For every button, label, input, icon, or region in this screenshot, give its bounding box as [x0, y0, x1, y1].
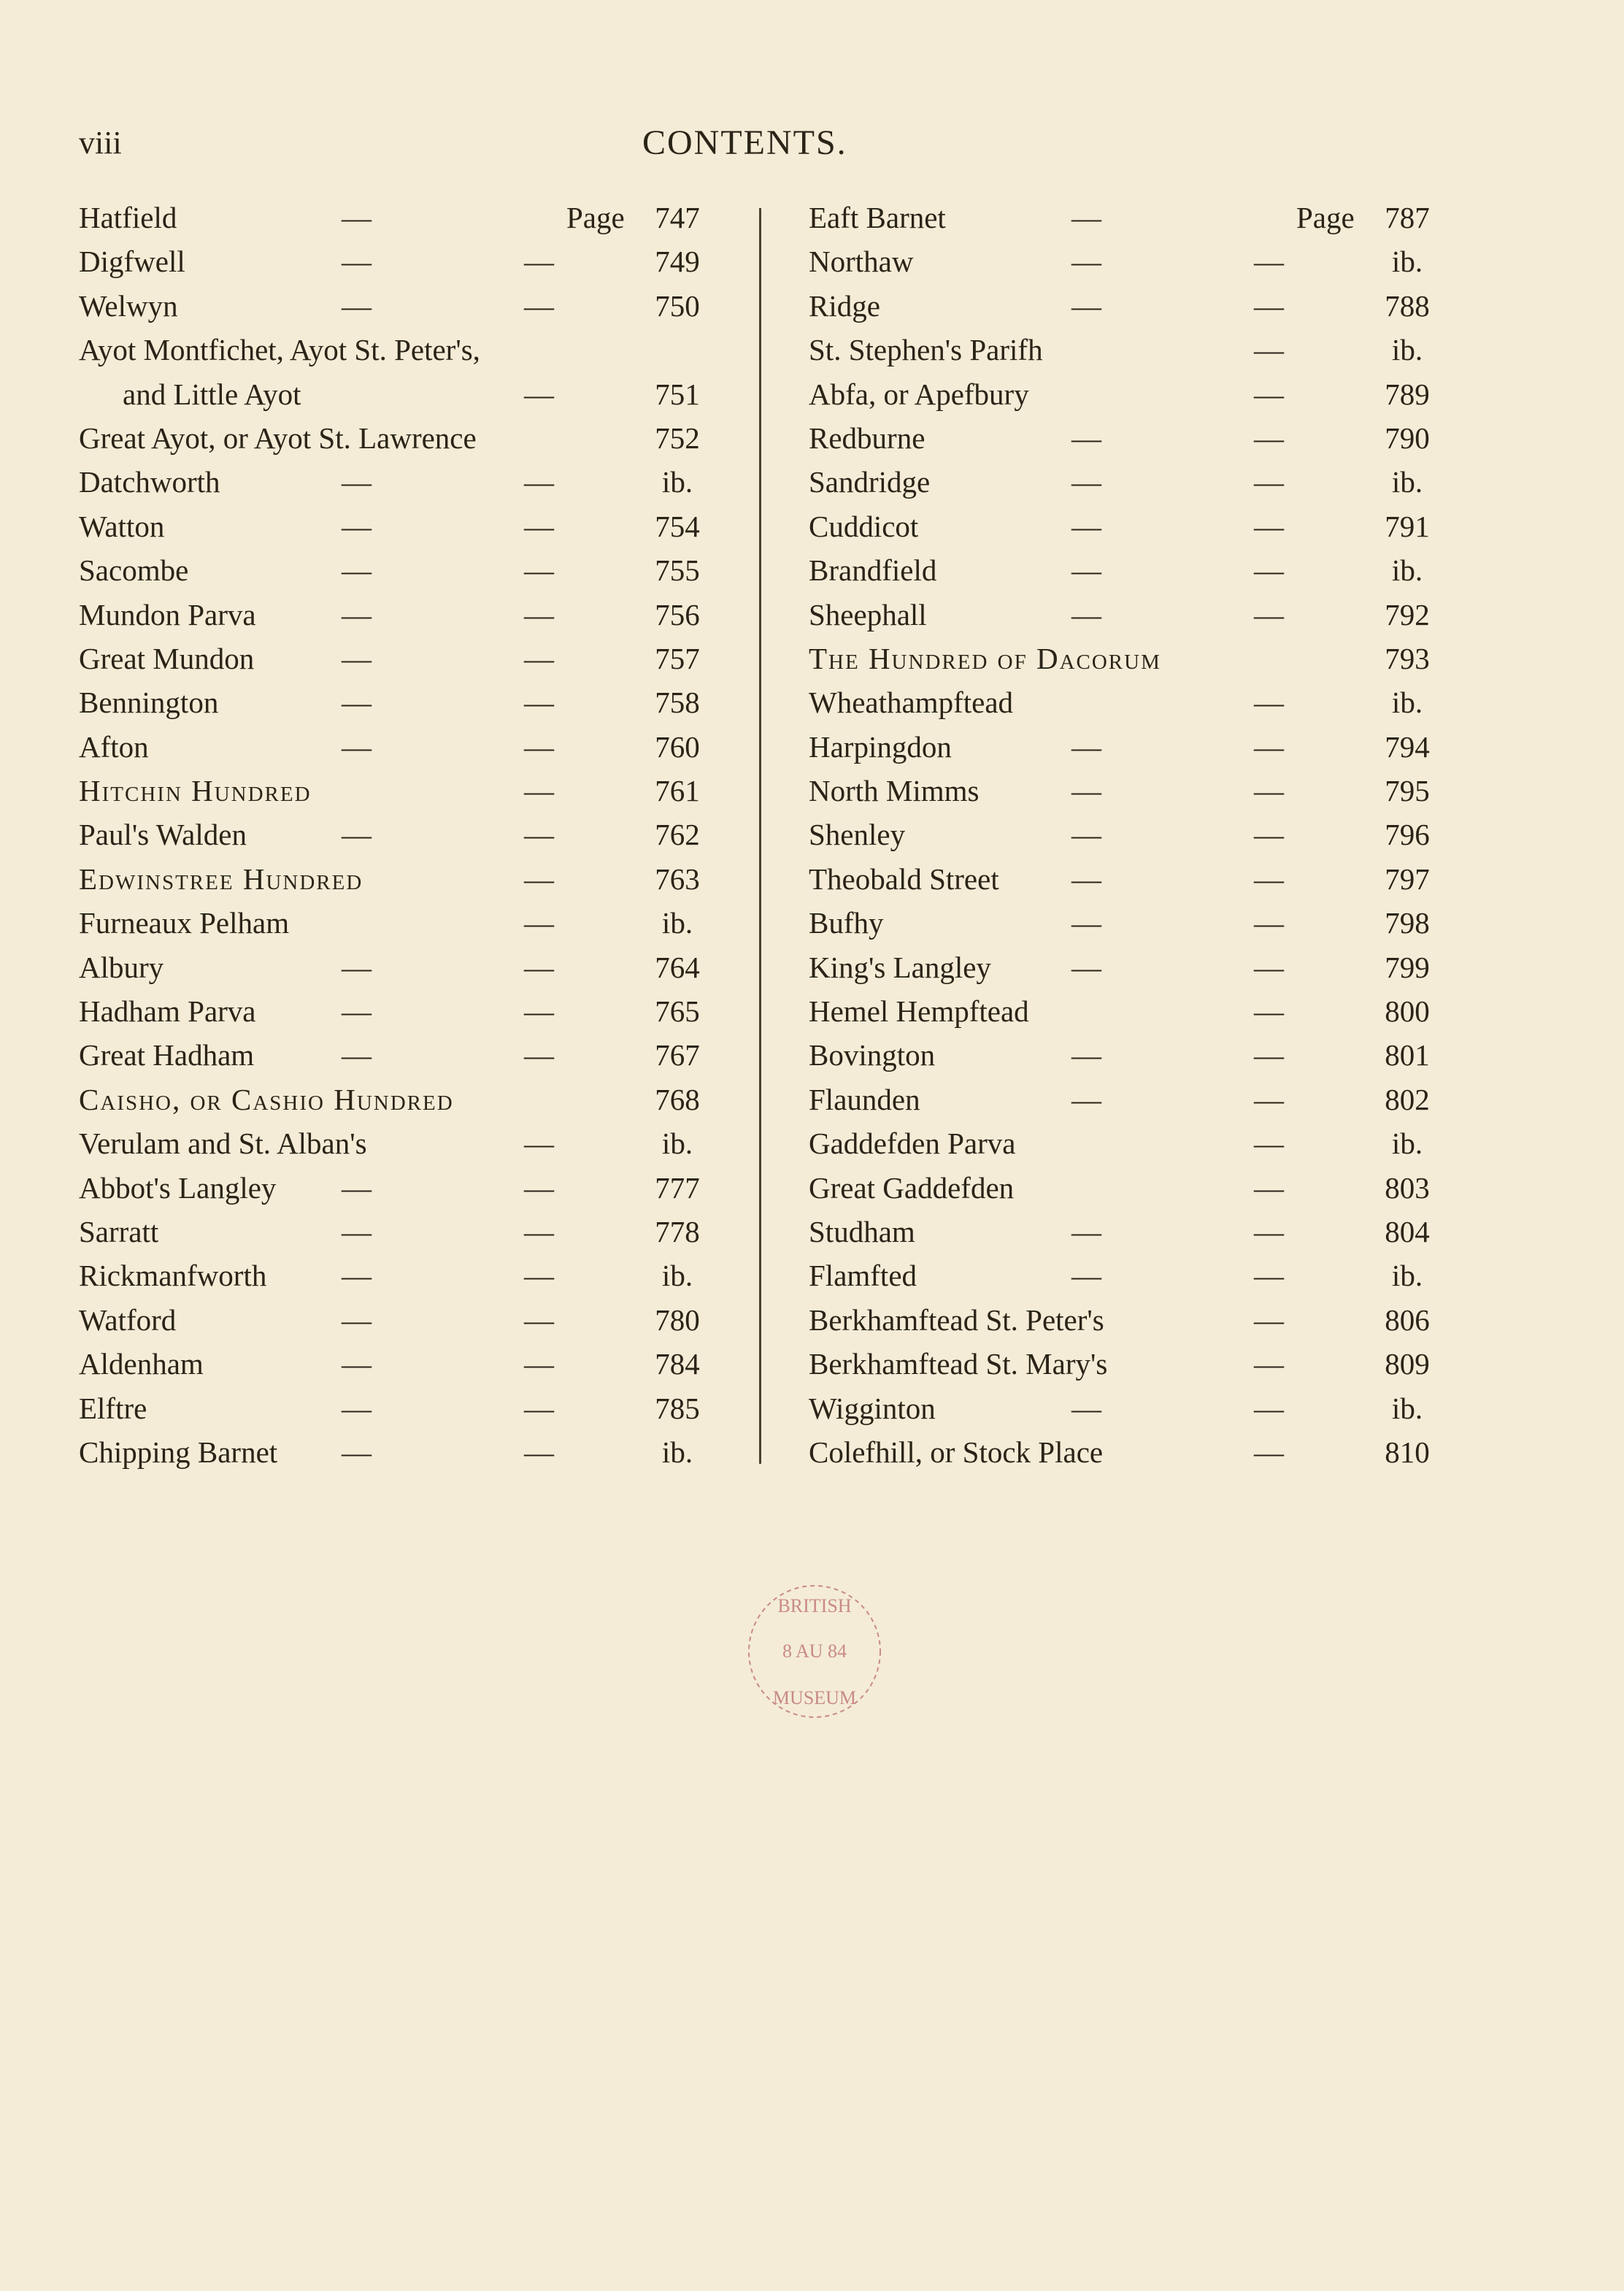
entry-name: The Hundred of Dacorum — [809, 641, 1161, 675]
leader-dash: — — [524, 1391, 554, 1425]
leader-dash: — — [1254, 994, 1284, 1029]
entry-name: Great Hadham — [79, 1038, 255, 1072]
leader-dash: — — [524, 729, 554, 764]
leader-dash: — — [1254, 1347, 1284, 1381]
leader-dash: — — [1071, 1391, 1101, 1425]
contents-entry — [809, 196, 1451, 239]
page-folio: viii — [79, 125, 122, 161]
leader-dash: — — [524, 245, 554, 279]
leader-dash: — — [1254, 1435, 1284, 1469]
leader-dash: — — [1254, 906, 1284, 940]
page-number: 764 — [655, 950, 700, 984]
leader-dash: — — [524, 994, 554, 1029]
contents-entry — [809, 1033, 1451, 1077]
page-label: Page — [566, 201, 625, 234]
entry-name: Ridge — [809, 288, 880, 323]
contents-entry — [79, 1386, 721, 1430]
leader-dash: — — [1071, 288, 1101, 323]
page-number: ib. — [1391, 1127, 1423, 1161]
entry-name: Aldenham — [79, 1347, 204, 1381]
page-number: 765 — [655, 994, 700, 1029]
contents-entry — [809, 769, 1451, 813]
page-number: 810 — [1385, 1435, 1430, 1469]
page-number: 788 — [1385, 288, 1430, 323]
entry-name: Afton — [79, 729, 149, 764]
contents-entry — [79, 1121, 721, 1165]
leader-dash: — — [1071, 729, 1101, 764]
page-number: 797 — [1385, 861, 1430, 896]
contents-entry — [809, 1298, 1451, 1342]
page-number: 798 — [1385, 906, 1430, 940]
leader-dash: — — [1254, 1302, 1284, 1337]
leader-dash: — — [1254, 686, 1284, 720]
page-number: 787 — [1385, 201, 1430, 234]
leader-dash: — — [524, 1127, 554, 1161]
leader-dash: — — [1071, 861, 1101, 896]
page-number: ib. — [661, 1259, 693, 1293]
entry-name: Wigginton — [809, 1391, 936, 1425]
contents-entry — [809, 416, 1451, 460]
entry-name: Great Ayot, or Ayot St. Lawrence — [79, 421, 477, 455]
entry-name: Flamfted — [809, 1259, 917, 1293]
entry-name: Sandridge — [809, 465, 931, 499]
contents-entry — [79, 593, 721, 637]
page-number: 795 — [1385, 774, 1430, 808]
contents-entry — [809, 284, 1451, 328]
page-number: 785 — [655, 1391, 700, 1425]
entry-name: Gaddefden Parva — [809, 1127, 1016, 1161]
page-number: 762 — [655, 818, 700, 852]
contents-entry — [79, 460, 721, 504]
leader-dash: — — [342, 1214, 372, 1248]
leader-dash: — — [1254, 1082, 1284, 1116]
entry-name: Bufhy — [809, 906, 884, 940]
page-number: 755 — [655, 553, 700, 588]
leader-dash: — — [1071, 774, 1101, 808]
page-number: ib. — [1391, 686, 1423, 720]
leader-dash: — — [524, 553, 554, 588]
entry-name: Abbot's Langley — [79, 1170, 277, 1205]
contents-entry — [809, 239, 1451, 283]
contents-entry — [809, 813, 1451, 856]
page-number: 778 — [655, 1214, 700, 1248]
entry-name: Abfa, or Apefbury — [809, 377, 1029, 411]
entry-name: Theobald Street — [809, 861, 999, 896]
leader-dash: — — [342, 1170, 372, 1205]
entry-name: Sheephall — [809, 597, 927, 632]
leader-dash: — — [342, 950, 372, 984]
leader-dash: — — [1071, 906, 1101, 940]
page-number: ib. — [1391, 1391, 1423, 1425]
entry-name: Great Mundon — [79, 641, 255, 675]
leader-dash: — — [1254, 377, 1284, 411]
stamp-text-date: 8 AU 84 — [782, 1640, 847, 1662]
page-number: 806 — [1385, 1302, 1430, 1337]
contents-entry — [809, 1430, 1451, 1474]
contents-entry — [809, 372, 1451, 416]
contents-entry — [809, 901, 1451, 945]
page-number: 754 — [655, 509, 700, 543]
leader-dash: — — [1071, 421, 1101, 455]
contents-entry — [809, 1166, 1451, 1210]
contents-entry — [809, 725, 1451, 769]
contents-entry — [79, 989, 721, 1033]
leader-dash: — — [342, 288, 372, 323]
leader-dash: — — [1254, 1038, 1284, 1072]
page-number: 752 — [655, 421, 700, 455]
page-number: 760 — [655, 729, 700, 764]
contents-entry — [79, 1078, 721, 1121]
leader-dash: — — [524, 1170, 554, 1205]
contents-entry — [79, 813, 721, 856]
contents-entry — [79, 857, 721, 901]
contents-entry — [809, 504, 1451, 548]
entry-name: Hadham Parva — [79, 994, 256, 1029]
entry-name: Northaw — [809, 245, 914, 279]
contents-entry — [809, 1254, 1451, 1297]
leader-dash: — — [342, 729, 372, 764]
contents-entry — [79, 328, 721, 372]
leader-dash: — — [1071, 818, 1101, 852]
leader-dash: — — [1254, 950, 1284, 984]
leader-dash: — — [1254, 729, 1284, 764]
leader-dash: — — [1071, 553, 1101, 588]
page-number: 803 — [1385, 1170, 1430, 1205]
leader-dash: — — [1254, 1127, 1284, 1161]
leader-dash: — — [524, 641, 554, 675]
contents-entry — [809, 989, 1451, 1033]
contents-entry — [79, 1210, 721, 1254]
page-number: 750 — [655, 288, 700, 323]
column-divider — [759, 208, 761, 1464]
entry-name: Hatfield — [79, 201, 177, 234]
leader-dash: — — [1254, 774, 1284, 808]
leader-dash: — — [524, 1214, 554, 1248]
leader-dash: — — [342, 1391, 372, 1425]
leader-dash: — — [524, 950, 554, 984]
leader-dash: — — [342, 465, 372, 499]
entry-name: Digfwell — [79, 245, 185, 279]
page-number: 791 — [1385, 509, 1430, 543]
page-number: ib. — [1391, 1259, 1423, 1293]
leader-dash: — — [1071, 201, 1101, 234]
leader-dash: — — [524, 1259, 554, 1293]
entry-name: Harpingdon — [809, 729, 952, 764]
contents-entry — [79, 239, 721, 283]
entry-name: Shenley — [809, 818, 906, 852]
contents-entry — [79, 372, 721, 416]
page-number: 751 — [655, 377, 700, 411]
page-number: 790 — [1385, 421, 1430, 455]
entry-name: Chipping Barnet — [79, 1435, 278, 1469]
contents-entry — [809, 1386, 1451, 1430]
contents-entry — [79, 945, 721, 989]
entry-name: North Mimms — [809, 774, 980, 808]
leader-dash: — — [524, 818, 554, 852]
entry-name: Furneaux Pelham — [79, 906, 290, 940]
entry-name: Colefhill, or Stock Place — [809, 1435, 1104, 1469]
stamp-text-top: BRITISH — [777, 1595, 852, 1616]
leader-dash: — — [342, 994, 372, 1029]
entry-name: Watton — [79, 509, 165, 543]
leader-dash: — — [524, 906, 554, 940]
page-number: 768 — [655, 1082, 700, 1116]
contents-entry — [79, 1298, 721, 1342]
entry-name: Elftre — [79, 1391, 147, 1425]
leader-dash: — — [342, 818, 372, 852]
entry-name: Eaft Barnet — [809, 201, 946, 234]
page-number: 756 — [655, 597, 700, 632]
page-number: ib. — [661, 1435, 693, 1469]
leader-dash: — — [1071, 509, 1101, 543]
page-number: ib. — [661, 906, 693, 940]
contents-entry — [79, 548, 721, 592]
page-number: ib. — [1391, 553, 1423, 588]
page-number: 801 — [1385, 1038, 1430, 1072]
leader-dash: — — [342, 201, 372, 234]
entry-name: Hitchin Hundred — [79, 774, 312, 808]
leader-dash: — — [524, 377, 554, 411]
leader-dash: — — [342, 1038, 372, 1072]
contents-entry — [79, 1166, 721, 1210]
entry-name: Berkhamftead St. Mary's — [809, 1347, 1108, 1381]
entry-name: Wheathampftead — [809, 686, 1014, 720]
contents-entry — [79, 196, 721, 239]
page-number: 757 — [655, 641, 700, 675]
leader-dash: — — [342, 597, 372, 632]
leader-dash: — — [524, 509, 554, 543]
contents-entry — [79, 416, 721, 460]
contents-entry — [79, 284, 721, 328]
entry-name: Welwyn — [79, 288, 178, 323]
leader-dash: — — [1254, 509, 1284, 543]
leader-dash: — — [524, 1302, 554, 1337]
leader-dash: — — [1254, 245, 1284, 279]
leader-dash: — — [1254, 861, 1284, 896]
entry-name: Sacombe — [79, 553, 189, 588]
leader-dash: — — [1071, 1038, 1101, 1072]
page-number: 796 — [1385, 818, 1430, 852]
page-number: ib. — [1391, 333, 1423, 367]
entry-name: Paul's Walden — [79, 818, 247, 852]
leader-dash: — — [1254, 1391, 1284, 1425]
page-number: ib. — [661, 1127, 693, 1161]
entry-name: Redburne — [809, 421, 925, 455]
contents-left-column — [79, 196, 721, 1474]
leader-dash: — — [1254, 288, 1284, 323]
entry-name: Studham — [809, 1214, 915, 1248]
contents-entry — [809, 1121, 1451, 1165]
leader-dash: — — [1071, 597, 1101, 632]
page-number: 809 — [1385, 1347, 1430, 1381]
page-number: 804 — [1385, 1214, 1430, 1248]
contents-entry — [809, 637, 1451, 680]
contents-entry — [809, 593, 1451, 637]
page-number: 747 — [655, 201, 700, 234]
leader-dash: — — [524, 1347, 554, 1381]
contents-entry — [79, 1033, 721, 1077]
contents-entry — [809, 1078, 1451, 1121]
page-number: 780 — [655, 1302, 700, 1337]
page-title: CONTENTS. — [642, 123, 847, 162]
page-number: 794 — [1385, 729, 1430, 764]
leader-dash: — — [342, 245, 372, 279]
leader-dash: — — [342, 1347, 372, 1381]
contents-entry — [809, 548, 1451, 592]
leader-dash: — — [524, 465, 554, 499]
leader-dash: — — [342, 1302, 372, 1337]
leader-dash: — — [524, 686, 554, 720]
page-number: 763 — [655, 861, 700, 896]
entry-name: Hemel Hempftead — [809, 994, 1029, 1029]
entry-name: Edwinstree Hundred — [79, 861, 363, 896]
entry-name: Brandfield — [809, 553, 937, 588]
leader-dash: — — [524, 774, 554, 808]
page-number: 767 — [655, 1038, 700, 1072]
leader-dash: — — [524, 861, 554, 896]
leader-dash: — — [1254, 818, 1284, 852]
leader-dash: — — [1071, 1214, 1101, 1248]
entry-name: and Little Ayot — [123, 377, 301, 411]
page-number: ib. — [1391, 245, 1423, 279]
leader-dash: — — [1071, 1259, 1101, 1293]
page-number: 792 — [1385, 597, 1430, 632]
page-number: ib. — [1391, 465, 1423, 499]
entry-name: Berkhamftead St. Peter's — [809, 1302, 1104, 1337]
entry-name: Flaunden — [809, 1082, 920, 1116]
page-number: 789 — [1385, 377, 1430, 411]
contents-entry — [809, 460, 1451, 504]
entry-name: Bennington — [79, 686, 219, 720]
page-number: 793 — [1385, 641, 1430, 675]
leader-dash: — — [1254, 333, 1284, 367]
leader-dash: — — [1071, 950, 1101, 984]
entry-name: Mundon Parva — [79, 597, 256, 632]
leader-dash: — — [1254, 465, 1284, 499]
contents-entry — [79, 1430, 721, 1474]
page-number: 758 — [655, 686, 700, 720]
contents-entry — [79, 637, 721, 680]
leader-dash: — — [1254, 1259, 1284, 1293]
contents-entry — [809, 328, 1451, 372]
leader-dash: — — [342, 553, 372, 588]
leader-dash: — — [342, 1435, 372, 1469]
leader-dash: — — [1254, 1170, 1284, 1205]
leader-dash: — — [1071, 1082, 1101, 1116]
leader-dash: — — [1071, 465, 1101, 499]
leader-dash: — — [342, 1259, 372, 1293]
page-number: 761 — [655, 774, 700, 808]
leader-dash: — — [1254, 1214, 1284, 1248]
contents-entry — [79, 680, 721, 724]
page-number: 800 — [1385, 994, 1430, 1029]
leader-dash: — — [524, 597, 554, 632]
leader-dash: — — [1254, 597, 1284, 632]
page-number: ib. — [661, 465, 693, 499]
entry-name: Datchworth — [79, 465, 220, 499]
leader-dash: — — [342, 509, 372, 543]
leader-dash: — — [524, 1038, 554, 1072]
stamp-text-bottom: MUSEUM — [772, 1687, 857, 1708]
entry-name: Cuddicot — [809, 509, 919, 543]
contents-entry — [79, 1254, 721, 1297]
leader-dash: — — [1071, 245, 1101, 279]
leader-dash: — — [342, 686, 372, 720]
contents-entry — [809, 680, 1451, 724]
entry-name: Albury — [79, 950, 164, 984]
entry-name: King's Langley — [809, 950, 991, 984]
page-number: 749 — [655, 245, 700, 279]
entry-name: Caisho, or Cashio Hundred — [79, 1082, 454, 1116]
page-number: 802 — [1385, 1082, 1430, 1116]
page-label: Page — [1296, 201, 1355, 234]
leader-dash: — — [1254, 421, 1284, 455]
entry-name: Verulam and St. Alban's — [79, 1127, 367, 1161]
contents-entry — [79, 725, 721, 769]
leader-dash: — — [1254, 553, 1284, 588]
entry-name: Bovington — [809, 1038, 936, 1072]
entry-name: Ayot Montfichet, Ayot St. Peter's, — [79, 333, 480, 367]
library-stamp-icon — [727, 1564, 902, 1739]
leader-dash: — — [342, 641, 372, 675]
entry-name: Rickmanfworth — [79, 1259, 267, 1293]
contents-entry — [79, 769, 721, 813]
contents-entry — [79, 504, 721, 548]
contents-entry — [79, 901, 721, 945]
contents-entry — [809, 945, 1451, 989]
page-number: 777 — [655, 1170, 700, 1205]
contents-right-column — [809, 196, 1451, 1474]
page-number: 784 — [655, 1347, 700, 1381]
contents-entry — [809, 857, 1451, 901]
contents-entry — [79, 1342, 721, 1386]
entry-name: Sarratt — [79, 1214, 159, 1248]
entry-name: Watford — [79, 1302, 177, 1337]
entry-name: St. Stephen's Parifh — [809, 333, 1043, 367]
leader-dash: — — [524, 1435, 554, 1469]
page-number: 799 — [1385, 950, 1430, 984]
leader-dash: — — [524, 288, 554, 323]
contents-entry — [809, 1210, 1451, 1254]
contents-entry — [809, 1342, 1451, 1386]
entry-name: Great Gaddefden — [809, 1170, 1015, 1205]
